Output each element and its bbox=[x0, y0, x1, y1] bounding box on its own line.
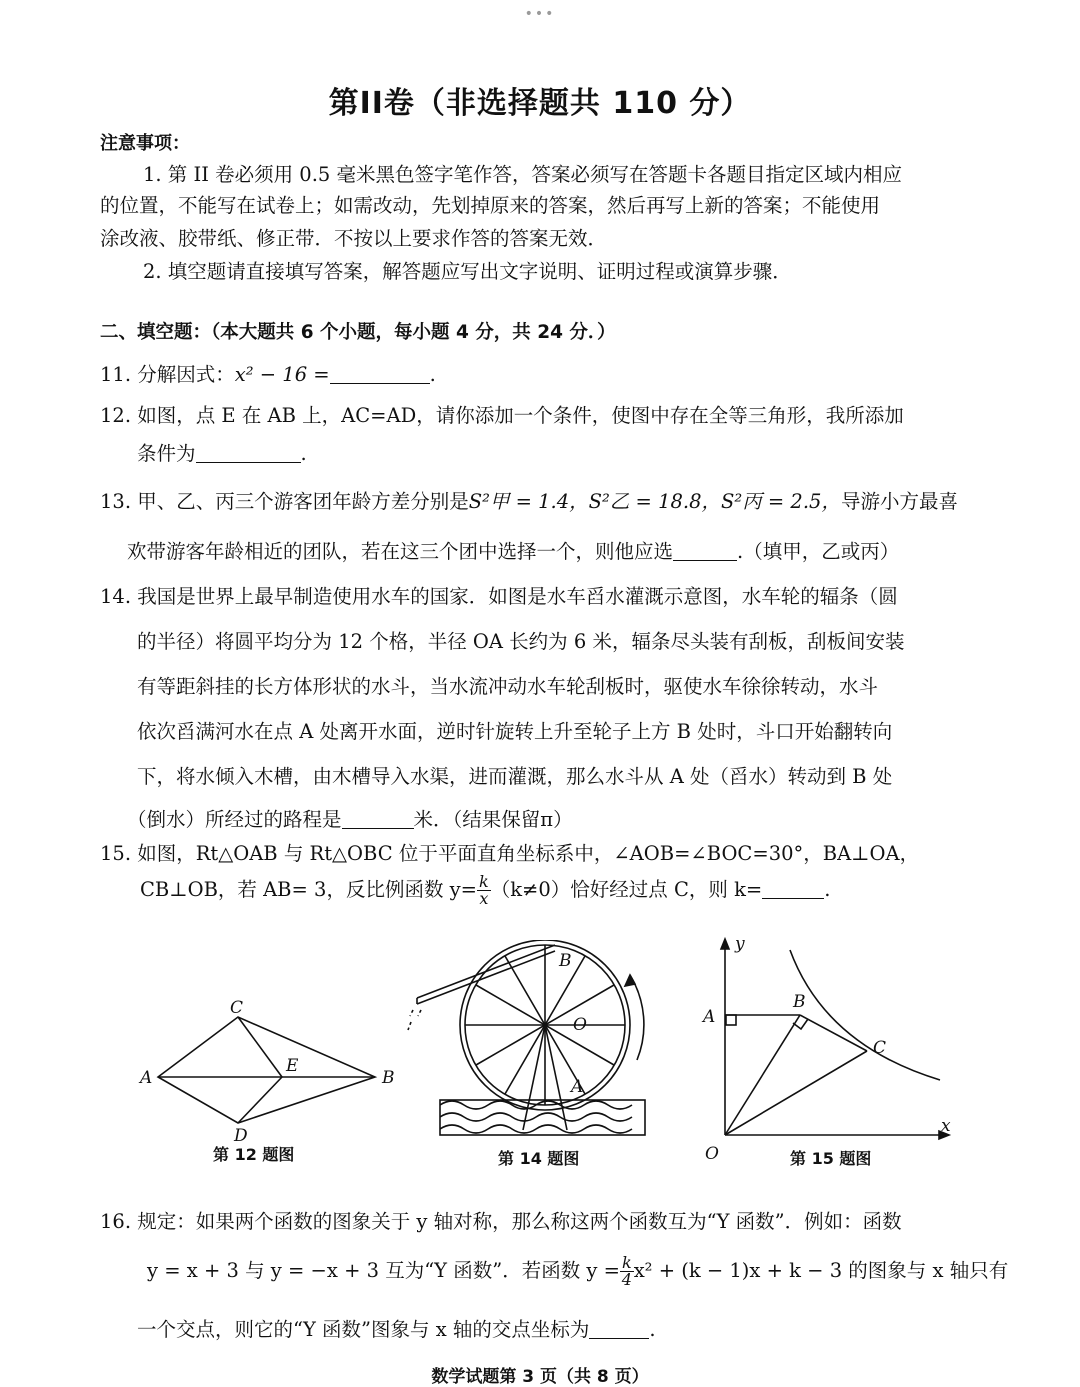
question-text: （倒水）所经过的路程是 bbox=[127, 808, 342, 831]
question-text: 甲、乙、丙三个游客团年龄方差分别是 bbox=[137, 490, 469, 513]
question-14-line-4: 依次舀满河水在点 A 处离开水面，逆时针旋转上升至轮子上方 B 处时，斗口开始翻转向 bbox=[137, 720, 893, 743]
fig14-label-a: A bbox=[571, 1077, 584, 1097]
page-footer: 数学试题第 3 页（共 8 页） bbox=[431, 1367, 649, 1387]
question-text: 规定：如果两个函数的图象关于 y 轴对称，那么称这两个函数互为“Y 函数”．例如：函数 bbox=[137, 1210, 902, 1233]
question-text: 如图，点 E 在 AB 上，AC=AD，请你添加一个条件，使图中存在全等三角形，我所添加 bbox=[137, 404, 904, 427]
fig14-label-b: B bbox=[559, 951, 572, 971]
question-text: 分解因式： bbox=[137, 363, 235, 386]
question-13-line-2 bbox=[127, 540, 899, 563]
fraction-k-over-x: $\frac{k}{x}$ bbox=[479, 872, 489, 908]
notice-item-1-line-1: 1. 第 II 卷必须用 0.5 毫米黑色签字笔作答，答案必须写在答题卡各题目指定区域内相应 bbox=[143, 163, 903, 186]
question-expression: x² − 16 = bbox=[234, 363, 330, 386]
fig12-label-c: C bbox=[230, 998, 244, 1018]
question-14-line-6 bbox=[127, 808, 573, 831]
question-14-line-5: 下，将水倾入木槽，由木槽导入水渠，进而灌溉，那么水斗从 A 处（舀水）转动到 B 处 bbox=[137, 765, 893, 788]
question-text: x² + (k − 1)x + k − 3 的图象与 x 轴只有 bbox=[633, 1259, 1009, 1282]
question-text: CB⊥OB，若 AB= 3，反比例函数 y= bbox=[140, 878, 478, 901]
figure-15 bbox=[695, 935, 960, 1165]
variance-yi: S²乙 = 18.8， bbox=[588, 490, 722, 513]
question-text: 导游小方最喜 bbox=[840, 490, 958, 513]
figure-15-caption: 第 15 题图 bbox=[790, 1149, 872, 1168]
question-15-line-1 bbox=[100, 842, 919, 865]
question-14-line-3: 有等距斜挂的长方体形状的水斗，当水流冲动水车轮刮板时，驱使水车徐徐转动，水斗 bbox=[137, 675, 879, 698]
question-end: . bbox=[824, 878, 831, 901]
fig15-label-y: y bbox=[735, 935, 745, 954]
question-text: 米．（结果保留π） bbox=[413, 808, 573, 831]
fig15-label-c: C bbox=[873, 1038, 887, 1058]
page-title: 第II卷（非选择题共 110 分） bbox=[328, 86, 752, 121]
figure-12-caption: 第 12 题图 bbox=[213, 1145, 295, 1164]
fig15-label-x: x bbox=[941, 1116, 951, 1136]
question-end: . bbox=[649, 1318, 656, 1341]
answer-blank[interactable] bbox=[589, 1319, 649, 1340]
window-dots: ••• bbox=[524, 6, 556, 22]
question-number: 12. bbox=[100, 404, 132, 427]
fig14-label-o: O bbox=[573, 1015, 587, 1035]
question-text: .（填甲，乙或丙） bbox=[737, 540, 900, 563]
question-11 bbox=[100, 363, 436, 386]
figure-14-caption: 第 14 题图 bbox=[498, 1149, 580, 1168]
fraction-k-over-4: $\frac{k}{4}$ bbox=[621, 1253, 632, 1289]
variance-jia: S²甲 = 1.4， bbox=[468, 490, 589, 513]
question-text: （k≠0）恰好经过点 C，则 k= bbox=[490, 878, 763, 901]
fig15-label-b: B bbox=[793, 992, 806, 1012]
question-text: 一个交点，则它的“Y 函数”图象与 x 轴的交点坐标为 bbox=[137, 1318, 590, 1341]
fig12-label-e: E bbox=[286, 1056, 299, 1076]
question-13-line-1 bbox=[100, 490, 958, 513]
question-12-line-2 bbox=[137, 442, 307, 465]
notice-item-2: 2. 填空题请直接填写答案，解答题应写出文字说明、证明过程或演算步骤． bbox=[143, 260, 792, 283]
question-number: 15. bbox=[100, 842, 132, 865]
question-16-line-1 bbox=[100, 1210, 902, 1233]
answer-blank[interactable] bbox=[762, 879, 824, 900]
answer-blank[interactable] bbox=[196, 443, 301, 464]
question-14-line-2: 的半径）将圆平均分为 12 个格，半径 OA 长约为 6 米，辐条尽头装有刮板，刮板间安装 bbox=[137, 630, 905, 653]
question-text: 条件为 bbox=[137, 442, 196, 465]
question-number: 11. bbox=[100, 363, 132, 386]
question-end: . bbox=[300, 442, 307, 465]
figure-12 bbox=[130, 995, 400, 1145]
fig12-label-b: B bbox=[382, 1068, 395, 1088]
notice-heading: 注意事项： bbox=[100, 133, 190, 154]
question-text: 如图，Rt△OAB 与 Rt△OBC 位于平面直角坐标系中，∠AOB=∠BOC=30°，BA⊥OA， bbox=[137, 842, 920, 865]
question-number: 16. bbox=[100, 1210, 132, 1233]
variance-bing: S²丙 = 2.5， bbox=[721, 490, 841, 513]
question-number: 13. bbox=[100, 490, 132, 513]
answer-blank[interactable] bbox=[342, 809, 414, 830]
question-text: 欢带游客年龄相近的团队，若在这三个团中选择一个，则他应选 bbox=[127, 540, 674, 563]
question-text: 我国是世界上最早制造使用水车的国家．如图是水车舀水灌溉示意图，水车轮的辐条（圆 bbox=[137, 585, 898, 608]
question-12-line-1 bbox=[100, 404, 904, 427]
section-2-heading: 二、填空题：（本大题共 6 个小题，每小题 4 分，共 24 分．） bbox=[100, 322, 616, 343]
question-14-line-1 bbox=[100, 585, 898, 608]
notice-item-1-line-2: 的位置，不能写在试卷上；如需改动，先划掉原来的答案，然后再写上新的答案；不能使用 bbox=[100, 194, 881, 217]
answer-blank[interactable] bbox=[673, 541, 737, 562]
question-text: y = x + 3 与 y = −x + 3 互为“Y 函数”．若函数 y = bbox=[147, 1259, 620, 1282]
notice-item-1-line-3: 涂改液、胶带纸、修正带．不按以上要求作答的答案无效． bbox=[100, 227, 608, 250]
answer-blank[interactable] bbox=[330, 364, 430, 385]
question-15-line-2 bbox=[140, 874, 830, 907]
figure-14 bbox=[405, 940, 660, 1140]
fig15-label-a: A bbox=[703, 1007, 716, 1027]
question-16-line-3 bbox=[137, 1318, 656, 1341]
fig12-label-d: D bbox=[234, 1126, 248, 1145]
question-end: . bbox=[429, 363, 436, 386]
question-number: 14. bbox=[100, 585, 132, 608]
fig15-label-o: O bbox=[705, 1144, 719, 1164]
question-16-line-2 bbox=[147, 1255, 1008, 1288]
fig12-label-a: A bbox=[140, 1068, 153, 1088]
